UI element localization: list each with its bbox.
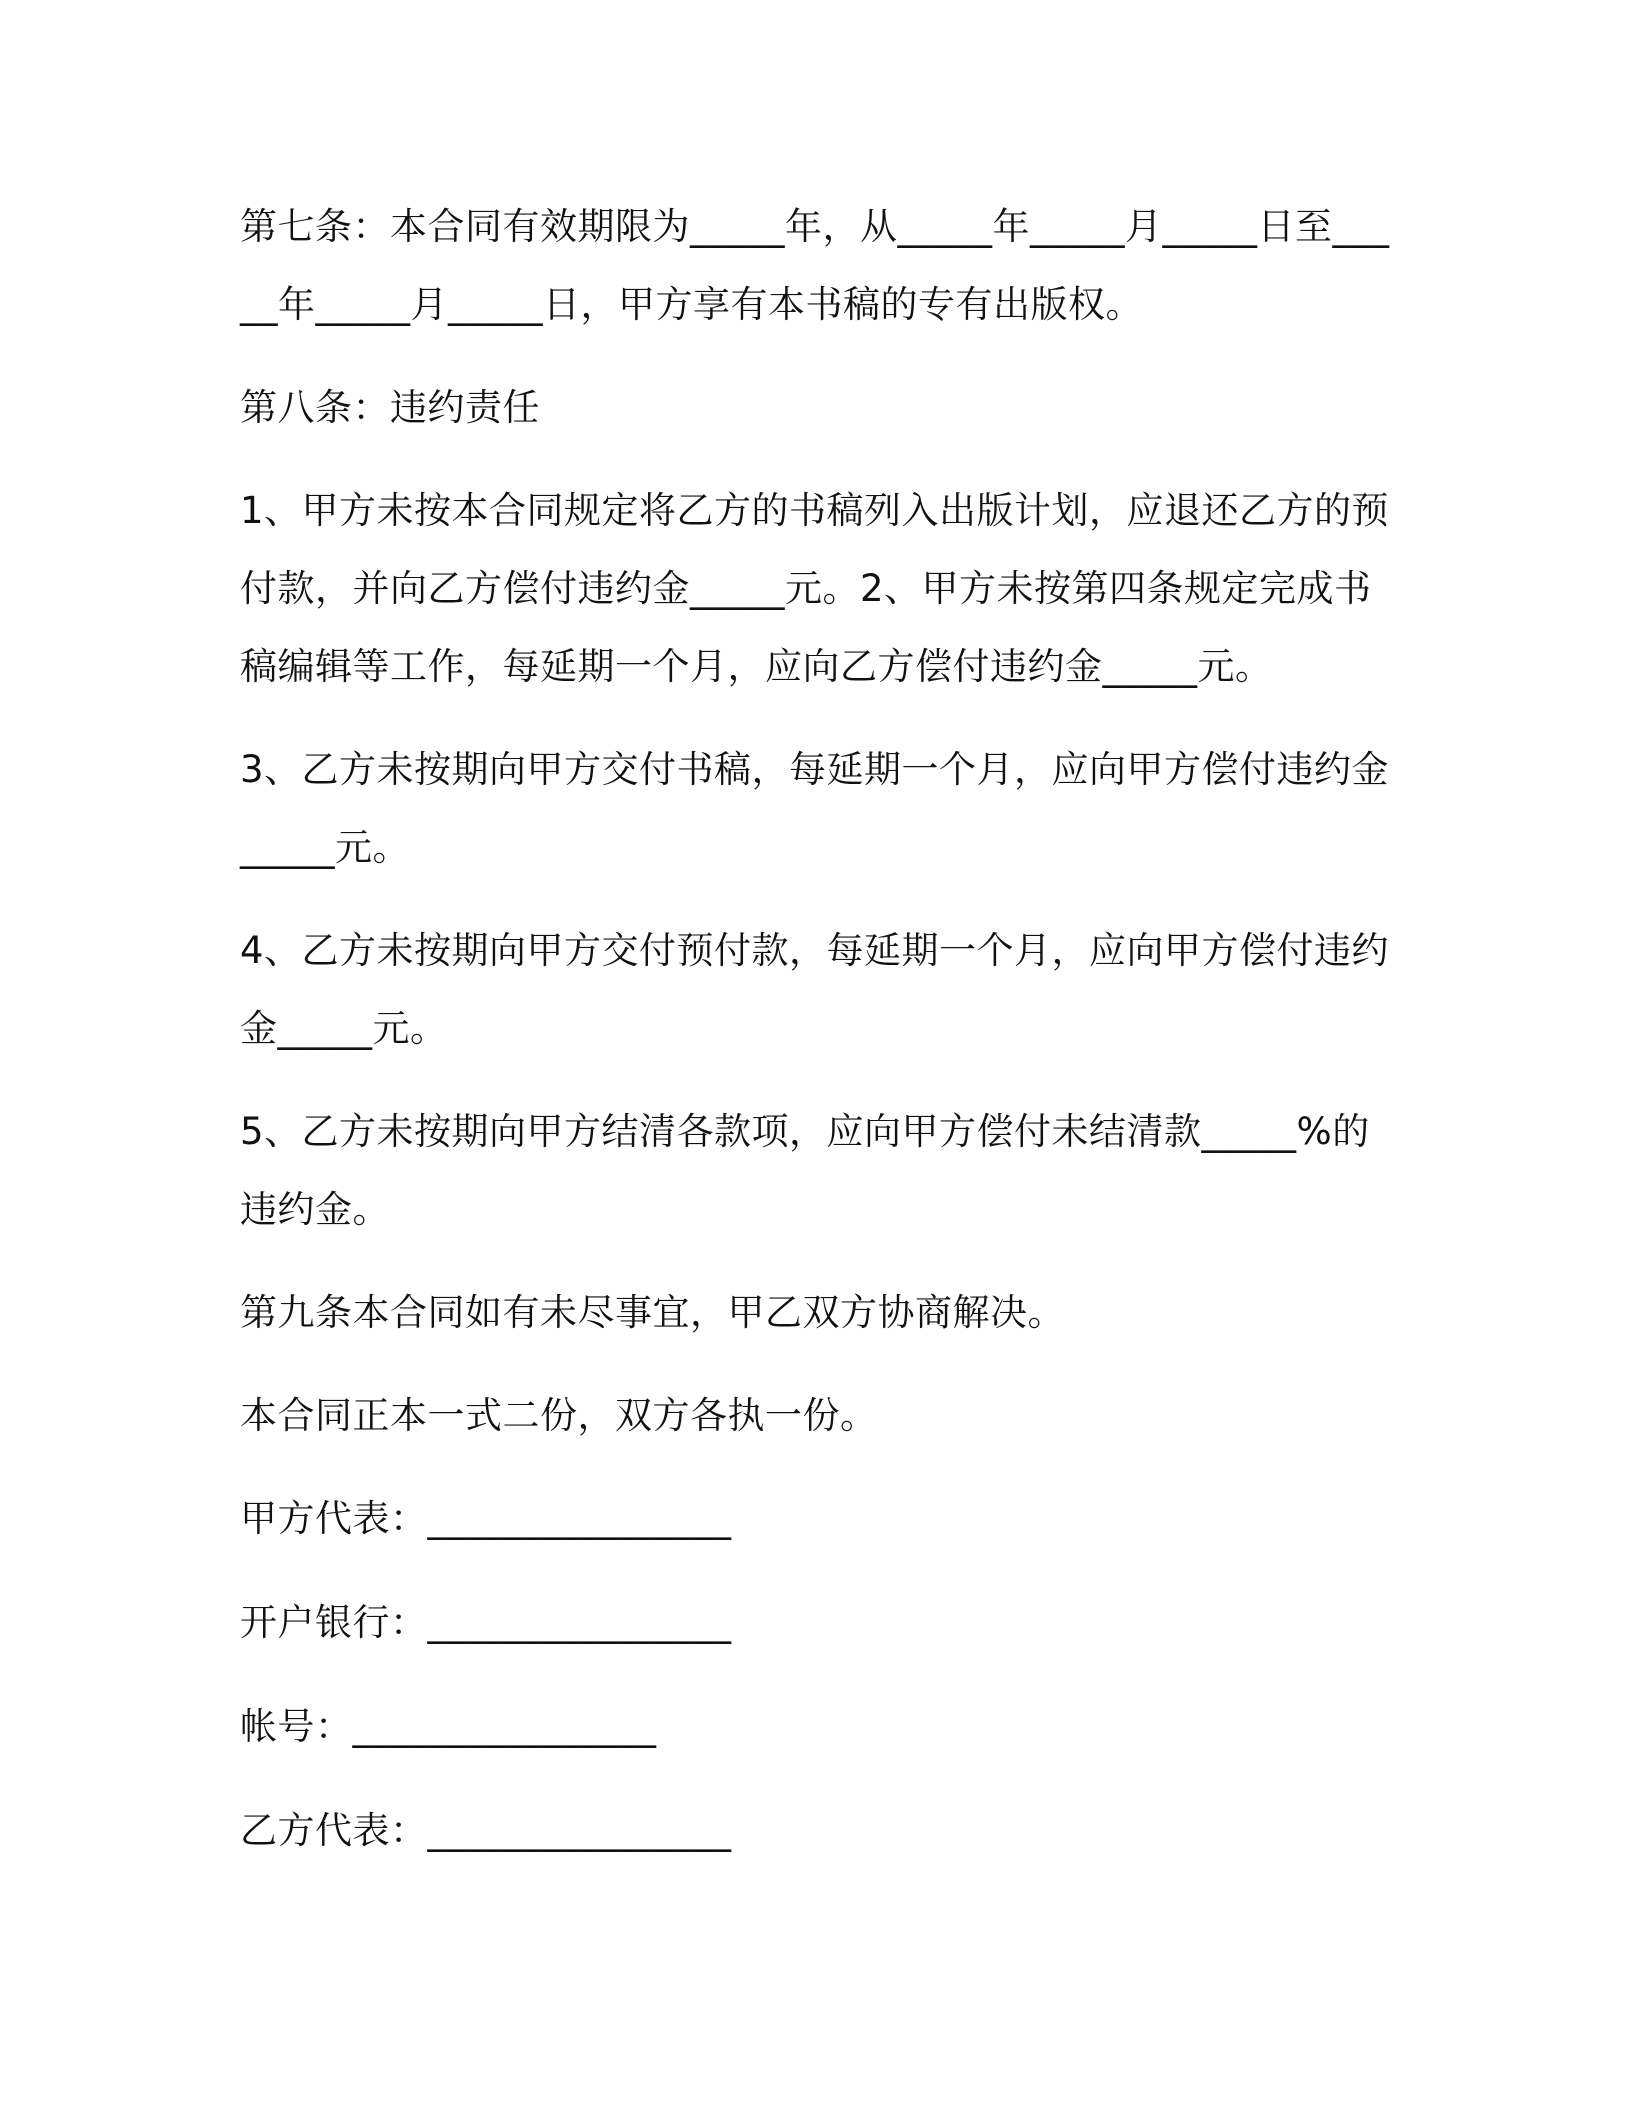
bank-line: 开户银行：________________ — [240, 1601, 732, 1644]
article-7-paragraph: 第七条：本合同有效期限为_____年，从_____年_____月_____日至_____年_____月_____日，甲方享有本书稿的专有出版权。 — [240, 205, 1390, 326]
party-a-representative-line: 甲方代表：________________ — [240, 1497, 732, 1540]
copies-paragraph: 本合同正本一式二份，双方各执一份。 — [240, 1394, 878, 1437]
clause-3-paragraph: 3、乙方未按期向甲方交付书稿，每延期一个月，应向甲方偿付违约金_____元。 — [240, 748, 1390, 869]
clause-1-2-paragraph: 1、甲方未按本合同规定将乙方的书稿列入出版计划，应退还乙方的预付款，并向乙方偿付违约金_____元。2、甲方未按第四条规定完成书稿编辑等工作，每延期一个月，应向乙方偿付违约金_____元。 — [240, 489, 1390, 688]
account-number-line: 帐号：________________ — [240, 1705, 657, 1748]
article-9-paragraph: 第九条本合同如有未尽事宜，甲乙双方协商解决。 — [240, 1291, 1065, 1334]
clause-5-paragraph: 5、乙方未按期向甲方结清各款项，应向甲方偿付未结清款_____%的违约金。 — [240, 1110, 1370, 1231]
clause-4-paragraph: 4、乙方未按期向甲方交付预付款，每延期一个月，应向甲方偿付违约金_____元。 — [240, 929, 1390, 1050]
party-b-representative-line: 乙方代表：________________ — [240, 1809, 732, 1852]
article-8-heading: 第八条：违约责任 — [240, 386, 540, 429]
document-body — [240, 188, 1390, 1896]
